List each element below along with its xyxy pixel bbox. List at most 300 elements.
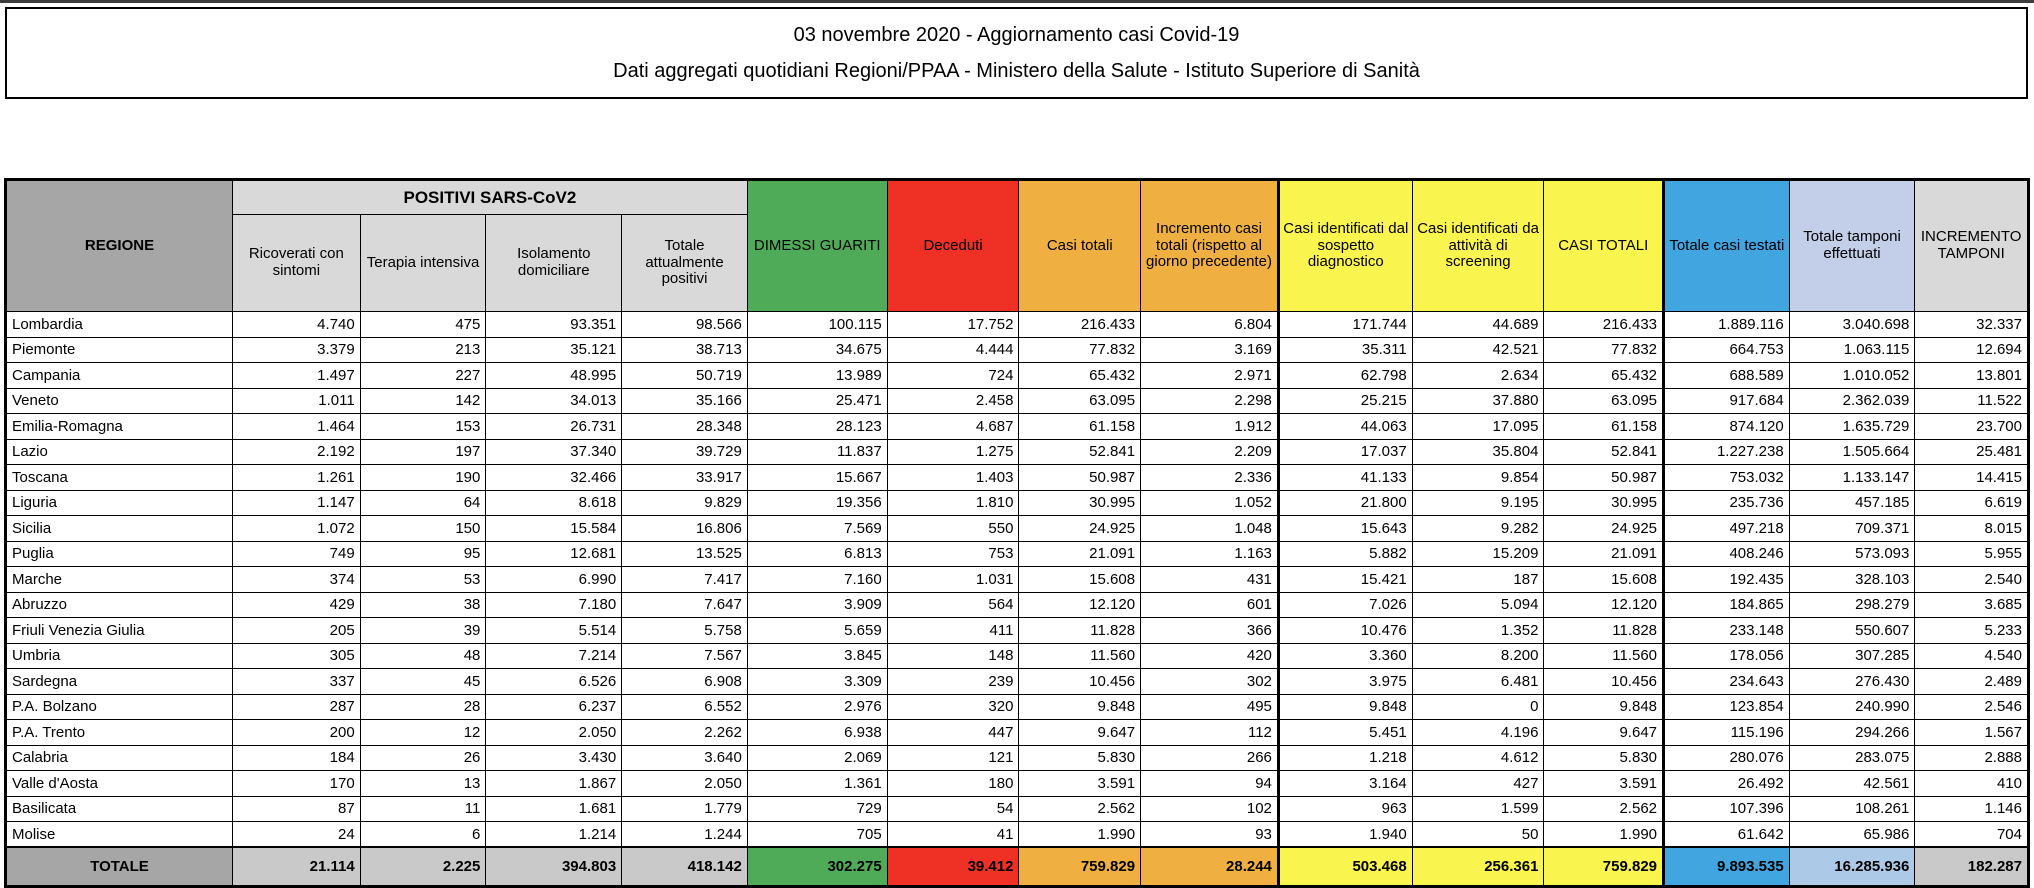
- value-cell: 2.540: [1915, 567, 2029, 593]
- value-cell: 87: [233, 796, 361, 822]
- value-cell: 564: [887, 592, 1019, 618]
- value-cell: 0: [1412, 694, 1544, 720]
- value-cell: 15.608: [1544, 567, 1664, 593]
- value-cell: 13.801: [1915, 363, 2029, 389]
- value-cell: 2.192: [233, 439, 361, 465]
- value-cell: 266: [1141, 745, 1279, 771]
- value-cell: 2.336: [1141, 465, 1279, 491]
- value-cell: 9.854: [1412, 465, 1544, 491]
- region-cell: Marche: [6, 567, 233, 593]
- value-cell: 3.591: [1544, 771, 1664, 797]
- table-row: [6, 490, 2029, 516]
- value-cell: 32.337: [1915, 312, 2029, 338]
- value-cell: 2.262: [622, 720, 748, 746]
- value-cell: 7.569: [747, 516, 887, 542]
- value-cell: 6: [360, 822, 486, 848]
- col-header-dimessi-guariti: DIMESSI GUARITI: [747, 180, 887, 312]
- value-cell: 497.218: [1664, 516, 1790, 542]
- value-cell: 26.731: [486, 414, 622, 440]
- value-cell: 12.120: [1544, 592, 1664, 618]
- value-cell: 5.758: [622, 618, 748, 644]
- value-cell: 64: [360, 490, 486, 516]
- value-cell: 178.056: [1664, 643, 1790, 669]
- table-row: [6, 822, 2029, 848]
- value-cell: 366: [1141, 618, 1279, 644]
- total-value-cell: 256.361: [1412, 847, 1544, 886]
- col-header-casi-totali: Casi totali: [1019, 180, 1141, 312]
- total-value-cell: 39.412: [887, 847, 1019, 886]
- col-header-ricoverati-con-sintomi: Ricoverati con sintomi: [233, 215, 361, 312]
- value-cell: 19.356: [747, 490, 887, 516]
- value-cell: 15.643: [1278, 516, 1412, 542]
- value-cell: 11.560: [1544, 643, 1664, 669]
- value-cell: 5.659: [747, 618, 887, 644]
- table-row: [6, 388, 2029, 414]
- value-cell: 148: [887, 643, 1019, 669]
- table-row: [6, 745, 2029, 771]
- value-cell: 12.681: [486, 541, 622, 567]
- region-cell: Abruzzo: [6, 592, 233, 618]
- value-cell: 2.458: [887, 388, 1019, 414]
- table-row: [6, 592, 2029, 618]
- total-value-cell: 2.225: [360, 847, 486, 886]
- col-header-terapia-intensiva: Terapia intensiva: [360, 215, 486, 312]
- value-cell: 184.865: [1664, 592, 1790, 618]
- value-cell: 411: [887, 618, 1019, 644]
- value-cell: 4.196: [1412, 720, 1544, 746]
- col-header-regione: REGIONE: [6, 180, 233, 312]
- value-cell: 216.433: [1019, 312, 1141, 338]
- table-row: [6, 363, 2029, 389]
- value-cell: 23.700: [1915, 414, 2029, 440]
- region-cell: Toscana: [6, 465, 233, 491]
- value-cell: 3.845: [747, 643, 887, 669]
- value-cell: 15.421: [1278, 567, 1412, 593]
- value-cell: 35.311: [1278, 337, 1412, 363]
- value-cell: 16.806: [622, 516, 748, 542]
- value-cell: 6.526: [486, 669, 622, 695]
- value-cell: 25.481: [1915, 439, 2029, 465]
- value-cell: 302: [1141, 669, 1279, 695]
- value-cell: 21.091: [1019, 541, 1141, 567]
- value-cell: 235.736: [1664, 490, 1790, 516]
- value-cell: 21.091: [1544, 541, 1664, 567]
- value-cell: 1.227.238: [1664, 439, 1790, 465]
- value-cell: 1.072: [233, 516, 361, 542]
- table-row: [6, 618, 2029, 644]
- value-cell: 2.971: [1141, 363, 1279, 389]
- region-cell: Calabria: [6, 745, 233, 771]
- region-cell: Sicilia: [6, 516, 233, 542]
- region-cell: Friuli Venezia Giulia: [6, 618, 233, 644]
- value-cell: 6.552: [622, 694, 748, 720]
- value-cell: 705: [747, 822, 887, 848]
- value-cell: 45: [360, 669, 486, 695]
- value-cell: 187: [1412, 567, 1544, 593]
- value-cell: 5.830: [1544, 745, 1664, 771]
- value-cell: 61.642: [1664, 822, 1790, 848]
- header-row-group: [6, 180, 2029, 215]
- value-cell: 77.832: [1019, 337, 1141, 363]
- value-cell: 1.010.052: [1789, 363, 1915, 389]
- value-cell: 664.753: [1664, 337, 1790, 363]
- value-cell: 15.209: [1412, 541, 1544, 567]
- value-cell: 1.567: [1915, 720, 2029, 746]
- total-value-cell: 28.244: [1141, 847, 1279, 886]
- value-cell: 337: [233, 669, 361, 695]
- value-cell: 9.829: [622, 490, 748, 516]
- value-cell: 1.163: [1141, 541, 1279, 567]
- value-cell: 115.196: [1664, 720, 1790, 746]
- col-header-casi-totali-maiuscolo: CASI TOTALI: [1544, 180, 1664, 312]
- value-cell: 8.200: [1412, 643, 1544, 669]
- value-cell: 753.032: [1664, 465, 1790, 491]
- value-cell: 1.214: [486, 822, 622, 848]
- value-cell: 65.432: [1019, 363, 1141, 389]
- value-cell: 24.925: [1019, 516, 1141, 542]
- value-cell: 11.522: [1915, 388, 2029, 414]
- value-cell: 5.233: [1915, 618, 2029, 644]
- value-cell: 1.497: [233, 363, 361, 389]
- value-cell: 93: [1141, 822, 1279, 848]
- value-cell: 2.050: [486, 720, 622, 746]
- value-cell: 753: [887, 541, 1019, 567]
- value-cell: 7.160: [747, 567, 887, 593]
- value-cell: 10.456: [1019, 669, 1141, 695]
- value-cell: 10.476: [1278, 618, 1412, 644]
- value-cell: 38: [360, 592, 486, 618]
- value-cell: 276.430: [1789, 669, 1915, 695]
- value-cell: 3.309: [747, 669, 887, 695]
- total-value-cell: 302.275: [747, 847, 887, 886]
- value-cell: 25.215: [1278, 388, 1412, 414]
- value-cell: 2.562: [1544, 796, 1664, 822]
- value-cell: 729: [747, 796, 887, 822]
- value-cell: 171.744: [1278, 312, 1412, 338]
- covid-data-table: [4, 178, 2030, 888]
- region-cell: P.A. Bolzano: [6, 694, 233, 720]
- value-cell: 12.694: [1915, 337, 2029, 363]
- region-cell: Veneto: [6, 388, 233, 414]
- value-cell: 6.990: [486, 567, 622, 593]
- table-row: [6, 337, 2029, 363]
- value-cell: 1.052: [1141, 490, 1279, 516]
- top-edge-line: [0, 0, 2034, 3]
- value-cell: 1.867: [486, 771, 622, 797]
- value-cell: 294.266: [1789, 720, 1915, 746]
- value-cell: 227: [360, 363, 486, 389]
- total-value-cell: 16.285.936: [1789, 847, 1915, 886]
- value-cell: 28: [360, 694, 486, 720]
- value-cell: 5.451: [1278, 720, 1412, 746]
- value-cell: 13.989: [747, 363, 887, 389]
- total-value-cell: 759.829: [1544, 847, 1664, 886]
- value-cell: 39: [360, 618, 486, 644]
- value-cell: 1.244: [622, 822, 748, 848]
- value-cell: 15.584: [486, 516, 622, 542]
- value-cell: 3.975: [1278, 669, 1412, 695]
- value-cell: 6.908: [622, 669, 748, 695]
- value-cell: 42.521: [1412, 337, 1544, 363]
- value-cell: 8.618: [486, 490, 622, 516]
- value-cell: 704: [1915, 822, 2029, 848]
- value-cell: 192.435: [1664, 567, 1790, 593]
- value-cell: 6.481: [1412, 669, 1544, 695]
- value-cell: 305: [233, 643, 361, 669]
- value-cell: 170: [233, 771, 361, 797]
- value-cell: 41.133: [1278, 465, 1412, 491]
- value-cell: 50.987: [1019, 465, 1141, 491]
- value-cell: 1.599: [1412, 796, 1544, 822]
- table-row: [6, 694, 2029, 720]
- report-subtitle: Dati aggregati quotidiani Regioni/PPAA - Ministero della Salute - Istituto Superiore di Sanità: [613, 60, 1420, 83]
- value-cell: 429: [233, 592, 361, 618]
- value-cell: 25.471: [747, 388, 887, 414]
- table-row: [6, 414, 2029, 440]
- value-cell: 3.591: [1019, 771, 1141, 797]
- value-cell: 2.050: [622, 771, 748, 797]
- value-cell: 1.889.116: [1664, 312, 1790, 338]
- value-cell: 457.185: [1789, 490, 1915, 516]
- value-cell: 408.246: [1664, 541, 1790, 567]
- region-cell: P.A. Trento: [6, 720, 233, 746]
- value-cell: 2.298: [1141, 388, 1279, 414]
- value-cell: 1.940: [1278, 822, 1412, 848]
- value-cell: 447: [887, 720, 1019, 746]
- value-cell: 48: [360, 643, 486, 669]
- total-value-cell: 182.287: [1915, 847, 2029, 886]
- value-cell: 1.635.729: [1789, 414, 1915, 440]
- value-cell: 1.275: [887, 439, 1019, 465]
- value-cell: 24: [233, 822, 361, 848]
- value-cell: 2.362.039: [1789, 388, 1915, 414]
- col-header-incremento-casi-totali: Incremento casi totali (rispetto al giorno precedente): [1141, 180, 1279, 312]
- value-cell: 200: [233, 720, 361, 746]
- value-cell: 34.013: [486, 388, 622, 414]
- value-cell: 197: [360, 439, 486, 465]
- value-cell: 5.882: [1278, 541, 1412, 567]
- value-cell: 13.525: [622, 541, 748, 567]
- value-cell: 14.415: [1915, 465, 2029, 491]
- value-cell: 3.169: [1141, 337, 1279, 363]
- value-cell: 102: [1141, 796, 1279, 822]
- value-cell: 328.103: [1789, 567, 1915, 593]
- table-row: [6, 643, 2029, 669]
- value-cell: 2.634: [1412, 363, 1544, 389]
- value-cell: 5.955: [1915, 541, 2029, 567]
- value-cell: 11.828: [1019, 618, 1141, 644]
- value-cell: 37.880: [1412, 388, 1544, 414]
- table-row: [6, 771, 2029, 797]
- value-cell: 12: [360, 720, 486, 746]
- value-cell: 107.396: [1664, 796, 1790, 822]
- value-cell: 62.798: [1278, 363, 1412, 389]
- value-cell: 33.917: [622, 465, 748, 491]
- value-cell: 3.430: [486, 745, 622, 771]
- value-cell: 7.647: [622, 592, 748, 618]
- value-cell: 420: [1141, 643, 1279, 669]
- value-cell: 93.351: [486, 312, 622, 338]
- value-cell: 94: [1141, 771, 1279, 797]
- region-cell: Emilia-Romagna: [6, 414, 233, 440]
- value-cell: 6.804: [1141, 312, 1279, 338]
- value-cell: 495: [1141, 694, 1279, 720]
- table-row: [6, 567, 2029, 593]
- value-cell: 26: [360, 745, 486, 771]
- value-cell: 749: [233, 541, 361, 567]
- col-header-totale-tamponi-effettuati: Totale tamponi effettuati: [1789, 180, 1915, 312]
- value-cell: 1.147: [233, 490, 361, 516]
- value-cell: 11.828: [1544, 618, 1664, 644]
- value-cell: 3.164: [1278, 771, 1412, 797]
- value-cell: 28.348: [622, 414, 748, 440]
- value-cell: 15.608: [1019, 567, 1141, 593]
- table-row: [6, 465, 2029, 491]
- value-cell: 4.612: [1412, 745, 1544, 771]
- value-cell: 63.095: [1544, 388, 1664, 414]
- total-value-cell: 394.803: [486, 847, 622, 886]
- value-cell: 30.995: [1019, 490, 1141, 516]
- value-cell: 3.685: [1915, 592, 2029, 618]
- value-cell: 550: [887, 516, 1019, 542]
- value-cell: 1.990: [1544, 822, 1664, 848]
- value-cell: 1.361: [747, 771, 887, 797]
- value-cell: 1.352: [1412, 618, 1544, 644]
- value-cell: 233.148: [1664, 618, 1790, 644]
- value-cell: 3.040.698: [1789, 312, 1915, 338]
- region-cell: Umbria: [6, 643, 233, 669]
- value-cell: 573.093: [1789, 541, 1915, 567]
- value-cell: 9.848: [1019, 694, 1141, 720]
- value-cell: 7.417: [622, 567, 748, 593]
- value-cell: 61.158: [1544, 414, 1664, 440]
- col-header-totale-casi-testati: Totale casi testati: [1664, 180, 1790, 312]
- value-cell: 95: [360, 541, 486, 567]
- value-cell: 1.146: [1915, 796, 2029, 822]
- value-cell: 190: [360, 465, 486, 491]
- value-cell: 1.464: [233, 414, 361, 440]
- value-cell: 63.095: [1019, 388, 1141, 414]
- value-cell: 123.854: [1664, 694, 1790, 720]
- value-cell: 32.466: [486, 465, 622, 491]
- table-row: [6, 516, 2029, 542]
- region-cell: Campania: [6, 363, 233, 389]
- value-cell: 5.514: [486, 618, 622, 644]
- value-cell: 1.063.115: [1789, 337, 1915, 363]
- value-cell: 9.647: [1019, 720, 1141, 746]
- total-value-cell: 503.468: [1278, 847, 1412, 886]
- value-cell: 2.489: [1915, 669, 2029, 695]
- value-cell: 724: [887, 363, 1019, 389]
- report-title: 03 novembre 2020 - Aggiornamento casi Covid-19: [793, 23, 1240, 46]
- table-row: [6, 669, 2029, 695]
- value-cell: 963: [1278, 796, 1412, 822]
- value-cell: 17.095: [1412, 414, 1544, 440]
- value-cell: 50: [1412, 822, 1544, 848]
- value-cell: 234.643: [1664, 669, 1790, 695]
- value-cell: 28.123: [747, 414, 887, 440]
- value-cell: 180: [887, 771, 1019, 797]
- value-cell: 1.505.664: [1789, 439, 1915, 465]
- value-cell: 4.740: [233, 312, 361, 338]
- value-cell: 1.011: [233, 388, 361, 414]
- value-cell: 5.094: [1412, 592, 1544, 618]
- value-cell: 42.561: [1789, 771, 1915, 797]
- value-cell: 1.779: [622, 796, 748, 822]
- value-cell: 11: [360, 796, 486, 822]
- value-cell: 37.340: [486, 439, 622, 465]
- value-cell: 150: [360, 516, 486, 542]
- value-cell: 550.607: [1789, 618, 1915, 644]
- value-cell: 65.432: [1544, 363, 1664, 389]
- value-cell: 44.689: [1412, 312, 1544, 338]
- value-cell: 410: [1915, 771, 2029, 797]
- value-cell: 320: [887, 694, 1019, 720]
- value-cell: 6.813: [747, 541, 887, 567]
- value-cell: 35.804: [1412, 439, 1544, 465]
- value-cell: 34.675: [747, 337, 887, 363]
- region-cell: Liguria: [6, 490, 233, 516]
- region-cell: Lazio: [6, 439, 233, 465]
- region-cell: Sardegna: [6, 669, 233, 695]
- region-cell: Piemonte: [6, 337, 233, 363]
- value-cell: 688.589: [1664, 363, 1790, 389]
- value-cell: 50.719: [622, 363, 748, 389]
- value-cell: 17.037: [1278, 439, 1412, 465]
- region-cell: Basilicata: [6, 796, 233, 822]
- value-cell: 100.115: [747, 312, 887, 338]
- value-cell: 98.566: [622, 312, 748, 338]
- value-cell: 240.990: [1789, 694, 1915, 720]
- value-cell: 9.647: [1544, 720, 1664, 746]
- value-cell: 1.912: [1141, 414, 1279, 440]
- col-header-totale-attualmente-positivi: Totale attualmente positivi: [622, 215, 748, 312]
- value-cell: 26.492: [1664, 771, 1790, 797]
- value-cell: 121: [887, 745, 1019, 771]
- value-cell: 11.837: [747, 439, 887, 465]
- value-cell: 2.562: [1019, 796, 1141, 822]
- total-row: [6, 847, 2029, 886]
- col-header-isolamento-domiciliare: Isolamento domiciliare: [486, 215, 622, 312]
- value-cell: 1.403: [887, 465, 1019, 491]
- value-cell: 50.987: [1544, 465, 1664, 491]
- value-cell: 213: [360, 337, 486, 363]
- value-cell: 1.681: [486, 796, 622, 822]
- value-cell: 24.925: [1544, 516, 1664, 542]
- value-cell: 216.433: [1544, 312, 1664, 338]
- value-cell: 7.214: [486, 643, 622, 669]
- value-cell: 52.841: [1019, 439, 1141, 465]
- value-cell: 9.195: [1412, 490, 1544, 516]
- value-cell: 1.218: [1278, 745, 1412, 771]
- value-cell: 112: [1141, 720, 1279, 746]
- value-cell: 65.986: [1789, 822, 1915, 848]
- value-cell: 52.841: [1544, 439, 1664, 465]
- value-cell: 8.015: [1915, 516, 2029, 542]
- value-cell: 108.261: [1789, 796, 1915, 822]
- value-cell: 4.687: [887, 414, 1019, 440]
- value-cell: 9.282: [1412, 516, 1544, 542]
- value-cell: 475: [360, 312, 486, 338]
- col-header-deceduti: Deceduti: [887, 180, 1019, 312]
- value-cell: 153: [360, 414, 486, 440]
- value-cell: 3.909: [747, 592, 887, 618]
- col-group-header-positivi: POSITIVI SARS-CoV2: [233, 180, 748, 215]
- value-cell: 61.158: [1019, 414, 1141, 440]
- value-cell: 38.713: [622, 337, 748, 363]
- value-cell: 1.031: [887, 567, 1019, 593]
- value-cell: 2.976: [747, 694, 887, 720]
